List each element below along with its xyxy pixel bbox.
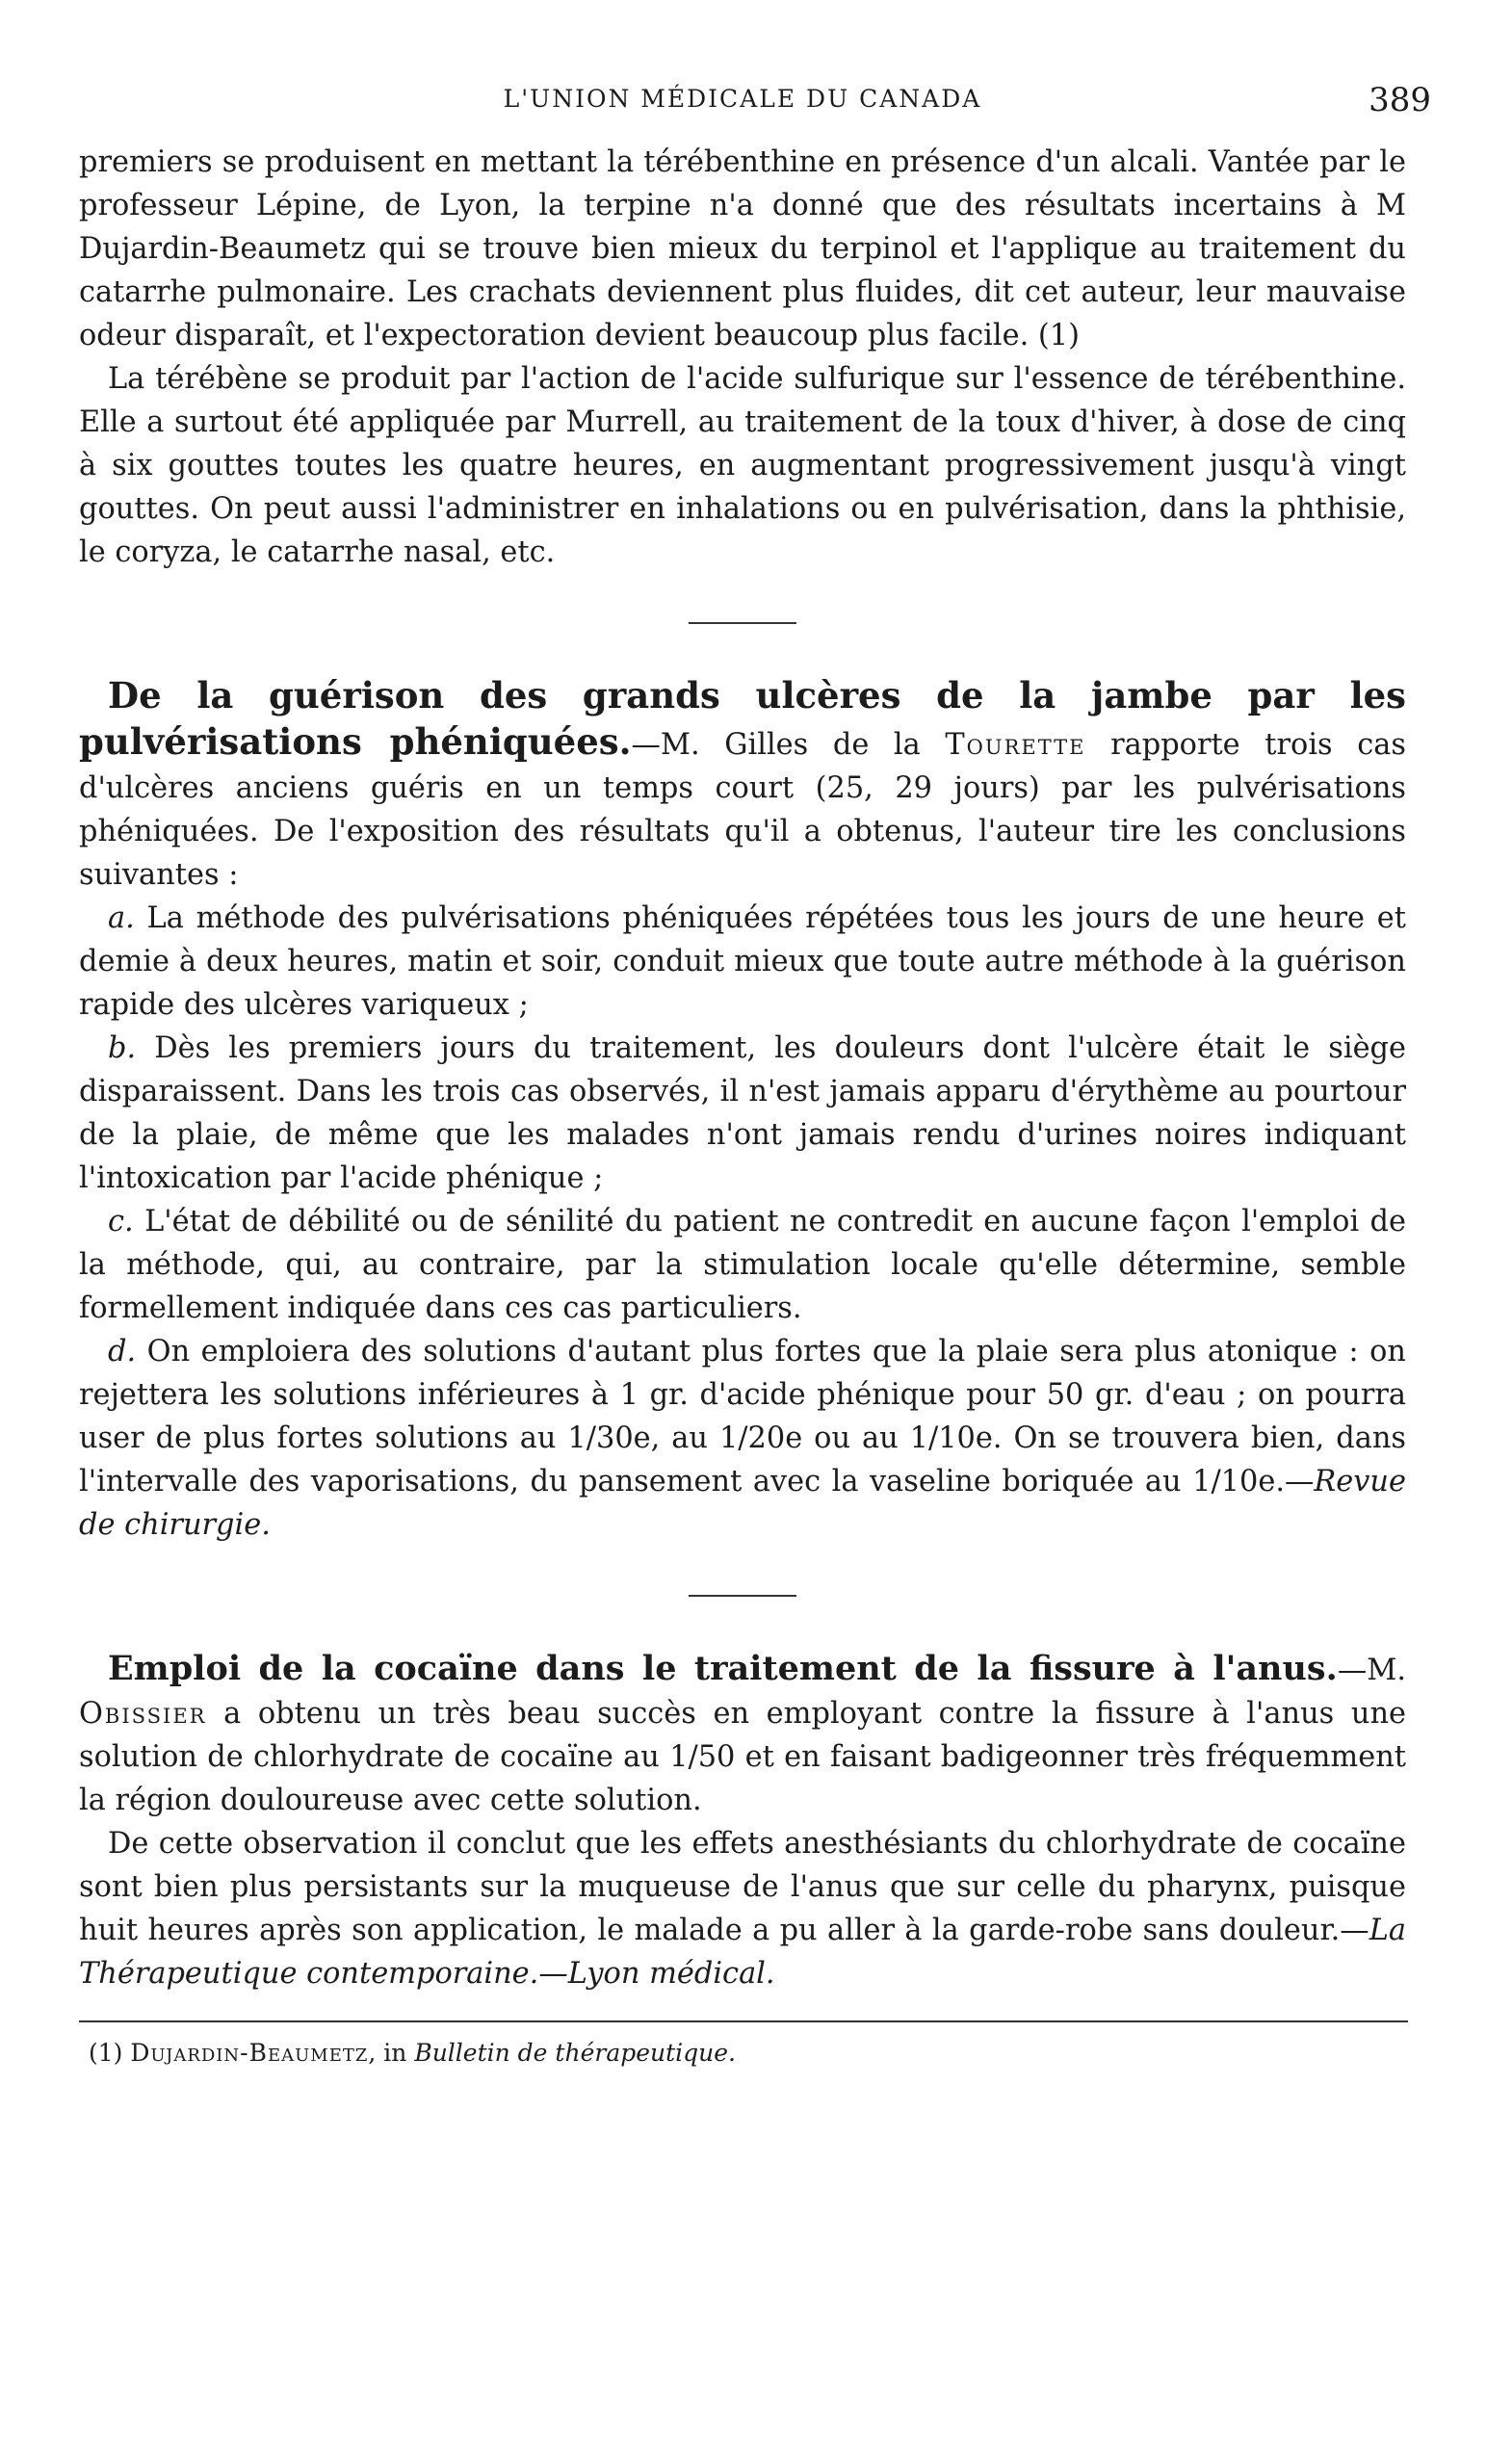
article2-lead-paragraph [79, 1647, 1406, 1822]
section-separator [689, 622, 796, 624]
footnote-title: Bulletin de thérapeutique. [414, 2039, 737, 2067]
article2-paragraph-2 [79, 1822, 1406, 1995]
footnote [79, 2036, 1406, 2071]
item-letter: b. [108, 1031, 137, 1065]
article1-item-a [79, 897, 1406, 1027]
item-text: Dès les premiers jours du traitement, les douleurs dont l'ulcère était le siège disparaissent. Dans les trois cas observés, il n'est jamais apparu d'érythème au pourtour de la plaie, de même que les malades n'ont jamais rendu d'urines noires indiquant l'intoxication par l'acide phénique ; [79, 1031, 1406, 1195]
article1-item-d [79, 1330, 1406, 1547]
running-head [79, 81, 1431, 119]
section-separator [689, 1595, 796, 1597]
article-cocaine-fissure [79, 1647, 1406, 1995]
item-letter: d. [108, 1335, 137, 1368]
footnote-rule [79, 2020, 1408, 2022]
item-letter: c. [108, 1205, 134, 1238]
article1-author-name: Tourette [945, 728, 1086, 762]
article2-author-prefix: M. [1367, 1654, 1406, 1687]
article2-heading: Emploi de la cocaïne dans le traitement de la fissure à l'anus. [108, 1649, 1338, 1688]
item-letter: a. [108, 901, 135, 935]
article2-dash: — [1337, 1654, 1368, 1687]
item-text: La méthode des pulvérisations phéniquées répétées tous les jours de une heure et demie à deux heures, matin et soir, conduit mieux que toute autre méthode à la guérison rapide des ulcères variqueux ; [79, 901, 1406, 1022]
article2-author-name: Obissier [79, 1697, 207, 1731]
article1-item-b [79, 1027, 1406, 1200]
footnote-author: Dujardin-Beaumetz [130, 2039, 369, 2067]
article1-lead-paragraph [79, 674, 1406, 897]
article2-conclusion: De cette observation il conclut que les effets anesthésiants du chlorhydrate de cocaïne sont bien plus persistants sur la muqueuse de l'anus que sur celle du pharynx, puisque huit heures après son application, le malade a pu aller à la garde-robe sans douleur.— [79, 1827, 1406, 1947]
article1-item-c [79, 1200, 1406, 1330]
item-text: On emploiera des solutions d'autant plus fortes que la plaie sera plus atonique : on rejettera les solutions inférieures à 1 gr. d'acide phénique pour 50 gr. d'eau ; on pourra user de plus fortes solutions au 1/30e, au 1/20e ou au 1/10e. On se trouvera bien, dans l'intervalle des vaporisations, du pansement avec la vaseline boriquée au 1/10e.— [79, 1335, 1406, 1499]
article1-author-prefix: —M. Gilles de la [631, 728, 946, 762]
intro-paragraph-1: premiers se produisent en mettant la térébenthine en présence d'un alcali. Vantée par le professeur Lépine, de Lyon, la terpine n'a donné que des résultats incertains à M Dujardin-Beaumetz qui se trouve bien mieux du terpinol et l'applique au traitement du catarrhe pulmonaire. Les crachats deviennent plus fluides, dit cet auteur, leur mauvaise odeur disparaît, et l'expectoration devient beaucoup plus facile. (1) [79, 145, 1406, 352]
article1-source: Revue de chirurgie. [79, 1465, 1406, 1542]
article1-heading: De la guérison des grands ulcères de la jambe par les pulvérisations phéniquées. [79, 674, 1406, 763]
running-title: L'UNION MÉDICALE DU CANADA [503, 85, 982, 113]
article2-lead: a obtenu un très beau succès en employant contre la fissure à l'anus une solution de chlorhydrate de cocaïne au 1/50 et en faisant badigeonner très fréquemment la région douloureuse avec cette solution. [79, 1697, 1406, 1817]
footnote-mark: (1) [89, 2039, 123, 2067]
article2-source: La Thérapeutique contemporaine.—Lyon médical. [79, 1914, 1406, 1991]
intro-paragraph-2: La térébène se produit par l'action de l'acide sulfurique sur l'essence de térébenthine. Elle a surtout été appliquée par Murrell, au traitement de la toux d'hiver, à dose de cinq à six gouttes toutes les quatre heures, en augmentant progressivement jusqu'à vingt gouttes. On peut aussi l'administrer en inhalations ou en pulvérisation, dans la phthisie, le coryza, le catarrhe nasal, etc. [79, 362, 1406, 569]
item-text: L'état de débilité ou de sénilité du patient ne contredit en aucune façon l'emploi de la méthode, qui, au contraire, par la stimulation locale qu'elle détermine, semble formellement indiquée dans ces cas particuliers. [79, 1205, 1406, 1325]
page-number: 389 [1369, 81, 1431, 119]
article1-lead: rapporte trois cas d'ulcères anciens guéris en un temps court (25, 29 jours) par les pulvérisations phéniquées. De l'exposition des résultats qu'il a obtenus, l'auteur tire les conclusions suivantes : [79, 728, 1406, 892]
footnote-connector: , in [368, 2039, 415, 2067]
article-carbolic-ulcers [79, 674, 1406, 1547]
